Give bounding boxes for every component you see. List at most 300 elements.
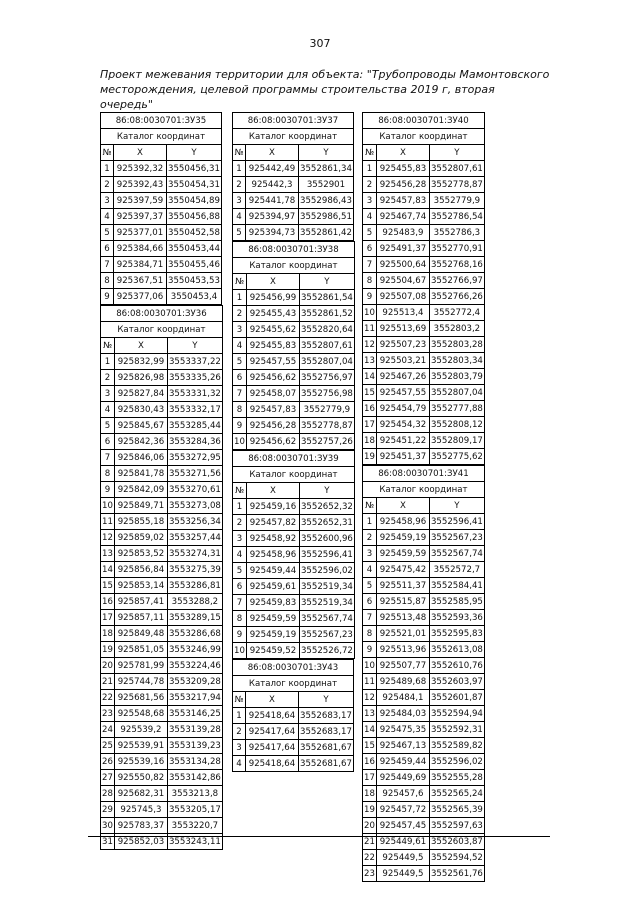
- point-number: 2: [233, 177, 246, 193]
- table-row: [101, 354, 223, 370]
- coord-y: 3553142,86: [167, 770, 222, 786]
- point-number: 1: [233, 708, 246, 724]
- point-number: 10: [233, 434, 247, 450]
- coord-x: 925455,83: [246, 338, 299, 354]
- coord-y: 3553272,95: [167, 450, 222, 466]
- header-y: Y: [429, 145, 484, 161]
- table-row: [101, 642, 223, 658]
- coord-y: 3552596,02: [429, 754, 484, 770]
- coord-x: 925459,59: [246, 611, 299, 627]
- coord-y: 3552775,62: [429, 449, 484, 465]
- coord-y: 3552901: [299, 177, 354, 193]
- table-row: [101, 177, 222, 193]
- point-number: 18: [363, 433, 377, 449]
- coord-y: 3553224,46: [167, 658, 222, 674]
- table-row: [101, 626, 223, 642]
- table-title-row: [233, 242, 355, 258]
- table-row: [363, 514, 485, 530]
- coord-y: 3553146,25: [167, 706, 222, 722]
- table-row: [101, 658, 223, 674]
- catalog-label: Каталог координат: [101, 322, 223, 338]
- point-number: 24: [101, 722, 115, 738]
- table-row: [233, 193, 354, 209]
- coord-y: 3552596,41: [429, 514, 484, 530]
- header-row: [363, 145, 485, 161]
- coord-y: 3552756,97: [299, 370, 354, 386]
- coord-x: 925451,22: [376, 433, 429, 449]
- coord-x: 925456,99: [246, 290, 299, 306]
- point-number: 4: [101, 402, 115, 418]
- coord-x: 925454,32: [376, 417, 429, 433]
- point-number: 9: [233, 418, 247, 434]
- point-number: 11: [363, 674, 377, 690]
- catalog-label: Каталог координат: [233, 129, 354, 145]
- coord-y: 3552519,34: [299, 579, 354, 595]
- table-row: [363, 738, 485, 754]
- point-number: 29: [101, 802, 115, 818]
- coord-y: 3553217,94: [167, 690, 222, 706]
- point-number: 6: [363, 241, 377, 257]
- catalog-label: Каталог координат: [233, 258, 355, 274]
- table-title-row: [233, 451, 355, 467]
- point-number: 5: [101, 225, 114, 241]
- coord-y: 3553134,28: [167, 754, 222, 770]
- page-number: 307: [309, 37, 331, 50]
- table-row: [101, 578, 223, 594]
- table-row: [101, 418, 223, 434]
- coord-x: 925456,62: [246, 434, 299, 450]
- catalog-title-row: [101, 322, 223, 338]
- coord-y: 3552807,61: [299, 338, 354, 354]
- header-y: Y: [167, 145, 222, 161]
- point-number: 9: [363, 289, 377, 305]
- table-row: [233, 643, 355, 659]
- coord-x: 925853,52: [114, 546, 167, 562]
- table-row: [363, 594, 485, 610]
- coord-x: 925458,92: [246, 531, 299, 547]
- table-row: [363, 786, 485, 802]
- coord-x: 925467,26: [376, 369, 429, 385]
- coord-x: 925852,03: [114, 834, 167, 850]
- coord-y: 3552770,91: [429, 241, 484, 257]
- coord-x: 925456,28: [246, 418, 299, 434]
- coord-x: 925394,97: [246, 209, 299, 225]
- point-number: 14: [101, 562, 115, 578]
- point-number: 17: [101, 610, 115, 626]
- point-number: 19: [101, 642, 115, 658]
- table-row: [363, 385, 485, 401]
- coord-x: 925513,48: [376, 610, 429, 626]
- table-row: [363, 626, 485, 642]
- coord-x: 925457,6: [376, 786, 429, 802]
- coord-x: 925842,36: [114, 434, 167, 450]
- table-row: [101, 498, 223, 514]
- coord-x: 925853,14: [114, 578, 167, 594]
- coord-y: 3552561,76: [429, 866, 484, 882]
- table-title-row: [101, 113, 222, 129]
- coord-x: 925449,61: [376, 834, 429, 850]
- header-number: №: [233, 483, 247, 499]
- point-number: 7: [101, 450, 115, 466]
- coord-y: 3552820,64: [299, 322, 354, 338]
- coord-x: 925550,82: [114, 770, 167, 786]
- point-number: 22: [101, 690, 115, 706]
- table-row: [363, 610, 485, 626]
- table-row: [101, 722, 223, 738]
- table-row: [233, 370, 355, 386]
- coord-x: 925449,5: [376, 866, 429, 882]
- table-row: [363, 722, 485, 738]
- table-column-3: [362, 112, 485, 882]
- coord-x: 925449,5: [376, 850, 429, 866]
- header-number: №: [101, 145, 114, 161]
- point-number: 14: [363, 722, 377, 738]
- coord-x: 925456,62: [246, 370, 299, 386]
- table-row: [233, 338, 355, 354]
- point-number: 16: [363, 401, 377, 417]
- coord-y: 3553275,39: [167, 562, 222, 578]
- table-row: [363, 369, 485, 385]
- header-x: X: [246, 145, 299, 161]
- coord-x: 925418,64: [246, 756, 299, 772]
- table-row: [363, 850, 485, 866]
- coord-x: 925441,78: [246, 193, 299, 209]
- catalog-label: Каталог координат: [363, 482, 485, 498]
- coord-x: 925832,99: [114, 354, 167, 370]
- point-number: 3: [101, 386, 115, 402]
- point-number: 23: [101, 706, 115, 722]
- coord-x: 925855,18: [114, 514, 167, 530]
- table-row: [101, 193, 222, 209]
- coord-x: 925392,32: [114, 161, 167, 177]
- header-row: [363, 498, 485, 514]
- coord-y: 3552593,36: [429, 610, 484, 626]
- coord-x: 925459,61: [246, 579, 299, 595]
- coord-y: 3552766,97: [429, 273, 484, 289]
- coord-x: 925507,23: [376, 337, 429, 353]
- point-number: 9: [233, 627, 247, 643]
- table-row: [101, 690, 223, 706]
- header-row: [233, 145, 354, 161]
- point-number: 4: [233, 209, 246, 225]
- coord-y: 3552768,16: [429, 257, 484, 273]
- coord-x: 925856,84: [114, 562, 167, 578]
- coord-y: 3552803,28: [429, 337, 484, 353]
- coord-y: 3553220,7: [167, 818, 222, 834]
- coordinate-table: [232, 241, 355, 450]
- table-row: [101, 273, 222, 289]
- coord-x: 925842,09: [114, 482, 167, 498]
- header-x: X: [376, 498, 429, 514]
- table-row: [233, 756, 354, 772]
- table-row: [101, 466, 223, 482]
- coord-x: 925859,02: [114, 530, 167, 546]
- document-title: [100, 67, 550, 112]
- coord-y: 3552777,88: [429, 401, 484, 417]
- table-row: [101, 754, 223, 770]
- point-number: 10: [363, 305, 377, 321]
- point-number: 1: [233, 499, 247, 515]
- point-number: 23: [363, 866, 377, 882]
- coord-y: 3553256,34: [167, 514, 222, 530]
- coord-x: 925455,62: [246, 322, 299, 338]
- coord-y: 3552786,54: [429, 209, 484, 225]
- point-number: 3: [233, 531, 247, 547]
- table-row: [363, 690, 485, 706]
- coord-x: 925377,06: [114, 289, 167, 305]
- point-number: 10: [363, 658, 377, 674]
- point-number: 4: [233, 756, 246, 772]
- header-y: Y: [299, 692, 354, 708]
- point-number: 1: [363, 514, 377, 530]
- coord-x: 925475,42: [376, 562, 429, 578]
- point-number: 2: [233, 515, 247, 531]
- coord-y: 3552526,72: [299, 643, 354, 659]
- table-row: [363, 225, 485, 241]
- header-number: №: [233, 145, 246, 161]
- bottom-divider: [88, 836, 550, 837]
- coord-x: 925539,2: [114, 722, 167, 738]
- coord-x: 925467,74: [376, 209, 429, 225]
- header-row: [101, 145, 222, 161]
- table-row: [233, 225, 354, 241]
- table-row: [363, 353, 485, 369]
- point-number: 1: [101, 161, 114, 177]
- coord-x: 925484,1: [376, 690, 429, 706]
- coord-x: 925458,96: [376, 514, 429, 530]
- table-row: [233, 322, 355, 338]
- point-number: 5: [363, 225, 377, 241]
- coordinate-table: [100, 305, 223, 850]
- coord-x: 925384,66: [114, 241, 167, 257]
- coord-y: 3552808,12: [429, 417, 484, 433]
- coord-y: 3552596,02: [299, 563, 354, 579]
- table-row: [101, 514, 223, 530]
- point-number: 13: [363, 353, 377, 369]
- table-row: [101, 530, 223, 546]
- point-number: 9: [101, 289, 114, 305]
- catalog-title-row: [233, 129, 354, 145]
- table-row: [233, 209, 354, 225]
- table-row: [233, 290, 355, 306]
- point-number: 5: [363, 578, 377, 594]
- coord-x: 925745,3: [114, 802, 167, 818]
- point-number: 3: [233, 322, 247, 338]
- coord-y: 3553285,44: [167, 418, 222, 434]
- point-number: 3: [233, 740, 246, 756]
- table-row: [363, 578, 485, 594]
- plot-id: 86:08:0030701:ЗУ40: [363, 113, 485, 129]
- table-row: [233, 627, 355, 643]
- table-row: [363, 562, 485, 578]
- table-row: [101, 546, 223, 562]
- table-column-2: [232, 112, 355, 772]
- coord-y: 3552861,54: [299, 290, 354, 306]
- table-title-row: [101, 306, 223, 322]
- coord-y: 3552567,23: [299, 627, 354, 643]
- point-number: 9: [363, 642, 377, 658]
- header-y: Y: [299, 274, 354, 290]
- coord-y: 3552778,87: [299, 418, 354, 434]
- coord-x: 925507,77: [376, 658, 429, 674]
- coord-y: 3552592,31: [429, 722, 484, 738]
- coord-y: 3553271,56: [167, 466, 222, 482]
- header-x: X: [246, 483, 299, 499]
- coord-y: 3553243,11: [167, 834, 222, 850]
- coord-x: 925459,19: [246, 627, 299, 643]
- table-row: [101, 818, 223, 834]
- coord-x: 925457,83: [246, 402, 299, 418]
- table-row: [233, 177, 354, 193]
- header-row: [233, 692, 354, 708]
- coord-y: 3552603,87: [429, 834, 484, 850]
- table-row: [101, 241, 222, 257]
- coord-x: 925377,01: [114, 225, 167, 241]
- header-row: [233, 483, 355, 499]
- coord-x: 925845,67: [114, 418, 167, 434]
- point-number: 8: [233, 402, 247, 418]
- coord-y: 3552861,42: [299, 225, 354, 241]
- coord-x: 925857,11: [114, 610, 167, 626]
- coord-x: 925418,64: [246, 708, 299, 724]
- coord-x: 925849,48: [114, 626, 167, 642]
- coord-x: 925781,99: [114, 658, 167, 674]
- point-number: 2: [363, 177, 377, 193]
- point-number: 3: [363, 546, 377, 562]
- coord-y: 3550453,4: [167, 289, 222, 305]
- coord-y: 3552807,04: [429, 385, 484, 401]
- table-row: [233, 740, 354, 756]
- point-number: 8: [101, 273, 114, 289]
- coord-x: 925442,49: [246, 161, 299, 177]
- coordinate-table: [362, 112, 485, 465]
- coord-y: 3552779,9: [299, 402, 354, 418]
- point-number: 3: [101, 193, 114, 209]
- coord-y: 3552594,94: [429, 706, 484, 722]
- coord-y: 3553273,08: [167, 498, 222, 514]
- point-number: 5: [233, 225, 246, 241]
- coord-x: 925511,37: [376, 578, 429, 594]
- coord-y: 3550456,31: [167, 161, 222, 177]
- coord-y: 3552652,31: [299, 515, 354, 531]
- point-number: 8: [101, 466, 115, 482]
- coord-y: 3552613,08: [429, 642, 484, 658]
- coord-x: 925851,05: [114, 642, 167, 658]
- table-row: [101, 610, 223, 626]
- coord-x: 925459,16: [246, 499, 299, 515]
- header-number: №: [363, 145, 377, 161]
- point-number: 11: [101, 514, 115, 530]
- table-row: [101, 225, 222, 241]
- coord-y: 3553213,8: [167, 786, 222, 802]
- point-number: 1: [233, 290, 247, 306]
- coord-x: 925397,59: [114, 193, 167, 209]
- coord-x: 925458,07: [246, 386, 299, 402]
- coord-x: 925457,72: [376, 802, 429, 818]
- point-number: 7: [233, 595, 247, 611]
- coord-y: 3553257,44: [167, 530, 222, 546]
- point-number: 21: [101, 674, 115, 690]
- table-row: [363, 289, 485, 305]
- coordinate-table: [232, 112, 354, 241]
- catalog-label: Каталог координат: [101, 129, 222, 145]
- coord-x: 925459,44: [376, 754, 429, 770]
- point-number: 6: [233, 370, 247, 386]
- table-row: [363, 257, 485, 273]
- coord-y: 3552757,26: [299, 434, 354, 450]
- coord-y: 3552803,2: [429, 321, 484, 337]
- header-y: Y: [299, 483, 354, 499]
- coord-x: 925515,87: [376, 594, 429, 610]
- point-number: 4: [101, 209, 114, 225]
- point-number: 25: [101, 738, 115, 754]
- table-row: [363, 305, 485, 321]
- coord-y: 3550455,46: [167, 257, 222, 273]
- coord-y: 3552779,9: [429, 193, 484, 209]
- coord-y: 3552803,79: [429, 369, 484, 385]
- point-number: 7: [363, 257, 377, 273]
- coord-y: 3552683,17: [299, 708, 354, 724]
- point-number: 14: [363, 369, 377, 385]
- header-number: №: [101, 338, 115, 354]
- table-title-row: [363, 466, 485, 482]
- point-number: 10: [101, 498, 115, 514]
- catalog-title-row: [363, 129, 485, 145]
- coord-x: 925491,37: [376, 241, 429, 257]
- table-row: [233, 402, 355, 418]
- header-y: Y: [167, 338, 222, 354]
- point-number: 2: [233, 306, 247, 322]
- coord-y: 3553139,28: [167, 722, 222, 738]
- table-row: [101, 594, 223, 610]
- point-number: 7: [101, 257, 114, 273]
- coord-x: 925455,43: [246, 306, 299, 322]
- coord-x: 925394,73: [246, 225, 299, 241]
- header-number: №: [233, 274, 247, 290]
- table-row: [233, 386, 355, 402]
- point-number: 16: [101, 594, 115, 610]
- coord-y: 3552766,26: [429, 289, 484, 305]
- header-row: [233, 274, 355, 290]
- coord-x: 925849,71: [114, 498, 167, 514]
- coord-y: 3552803,34: [429, 353, 484, 369]
- coord-x: 925681,56: [114, 690, 167, 706]
- point-number: 30: [101, 818, 115, 834]
- coordinate-table: [232, 659, 354, 772]
- table-row: [363, 658, 485, 674]
- table-row: [363, 866, 485, 882]
- point-number: 5: [233, 354, 247, 370]
- table-row: [101, 289, 222, 305]
- table-row: [233, 354, 355, 370]
- point-number: 4: [233, 547, 247, 563]
- table-row: [363, 337, 485, 353]
- point-number: 4: [363, 562, 377, 578]
- coord-y: 3552610,76: [429, 658, 484, 674]
- table-row: [101, 370, 223, 386]
- coord-y: 3552986,43: [299, 193, 354, 209]
- coord-x: 925459,44: [246, 563, 299, 579]
- title-line-1: Проект межевания территории для объекта: "Трубопроводы Мамонтовского: [100, 68, 550, 81]
- coord-y: 3552519,34: [299, 595, 354, 611]
- catalog-title-row: [101, 129, 222, 145]
- point-number: 5: [233, 563, 247, 579]
- table-row: [101, 674, 223, 690]
- point-number: 11: [363, 321, 377, 337]
- plot-id: 86:08:0030701:ЗУ41: [363, 466, 485, 482]
- point-number: 18: [363, 786, 377, 802]
- coord-x: 925459,52: [246, 643, 299, 659]
